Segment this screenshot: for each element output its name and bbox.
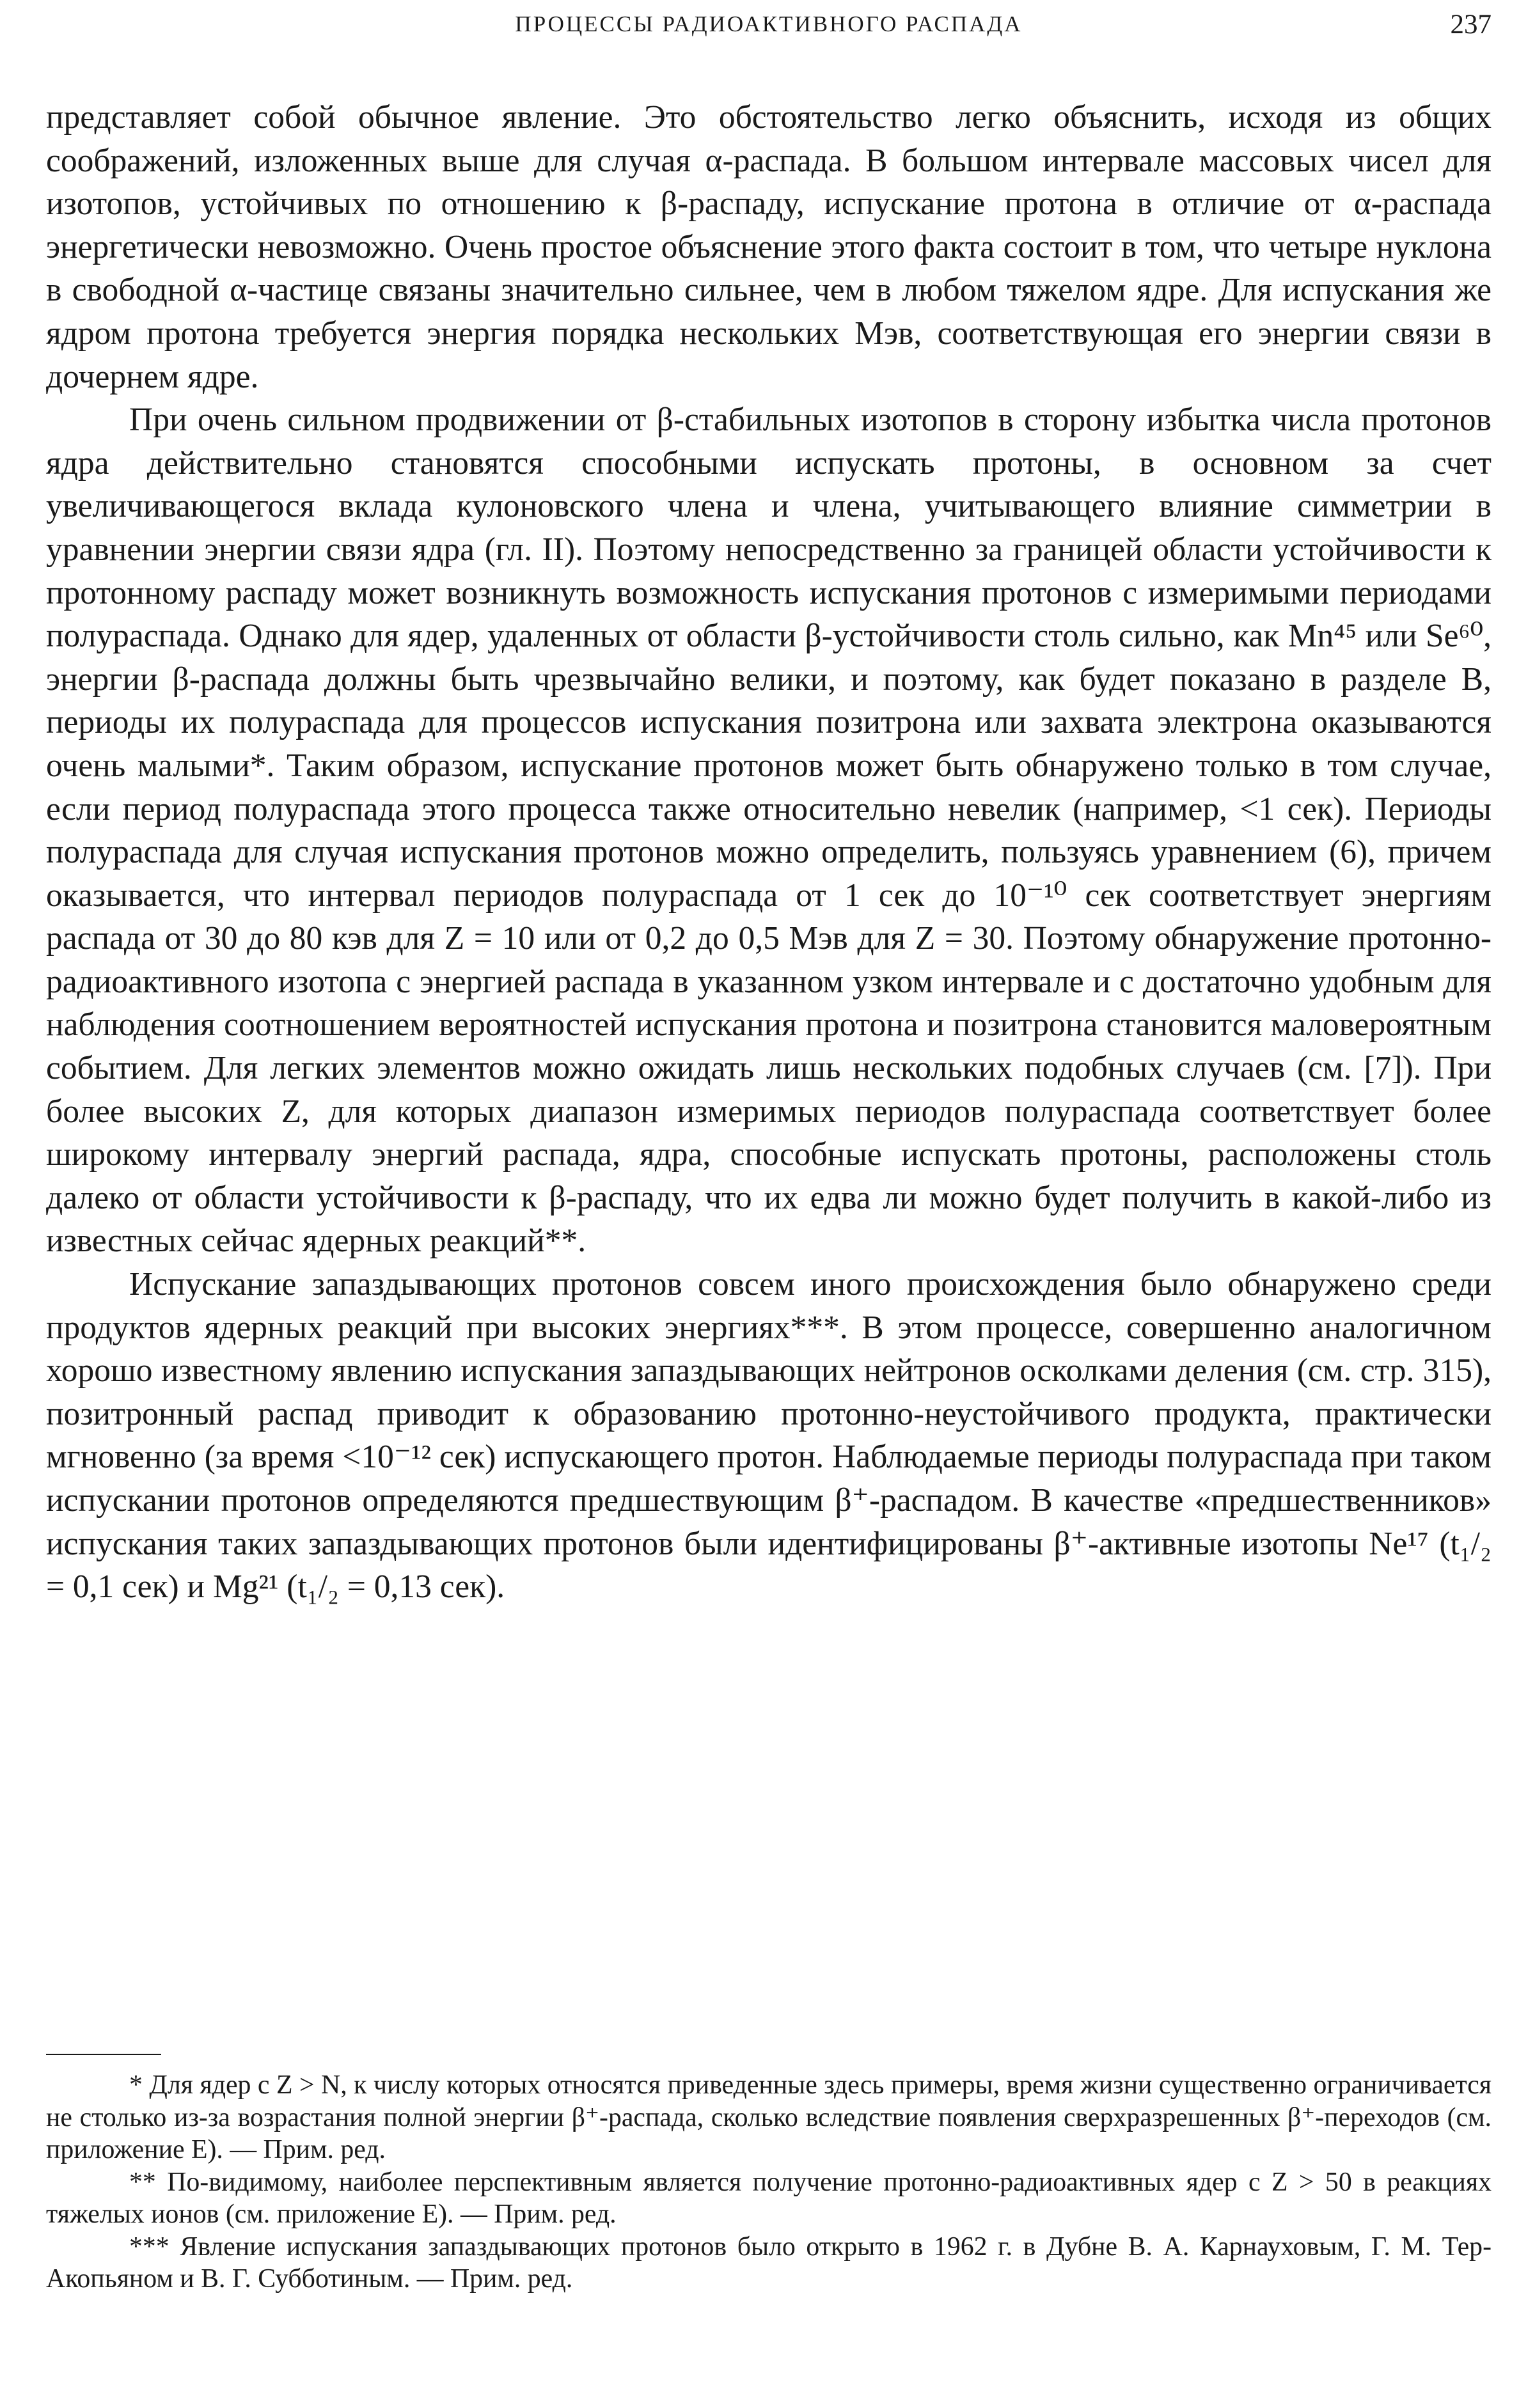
footnote-2: ** По-видимому, наиболее перспективным является получение протонно-радиоактивных ядер с Z > 50 в реакциях тяжелых ионов (см. приложение Е). — Прим. ред. <box>46 2167 1492 2229</box>
running-head <box>46 8 1492 46</box>
footnote-3: *** Явление испускания запаздывающих протонов было открыто в 1962 г. в Дубне В. А. Карнауховым, Г. М. Тер-Акопьяном и В. Г. Субботиным. — Прим. ред. <box>46 2232 1492 2294</box>
body-text <box>46 96 1492 1609</box>
footnote-divider <box>46 2054 161 2055</box>
page-number: 237 <box>1450 10 1492 40</box>
paragraph-delayed-protons: Испускание запаздывающих протонов совсем иного происхождения было обнаружено среди продуктов ядерных реакций при высоких энергиях***. В этом процессе, совершенно аналогичном хорошо известному явлению испускания запаздывающих нейтронов осколками деления (см. стр. 315), позитронный распад приводит к образованию протонно-неустойчивого продукта, практически мгновенно (за время <10⁻¹² сек) испускающего протон. Наблюдаемые периоды полураспада при таком испускании протонов определяются предшествующим β⁺-распадом. В качестве «предшественников» испускания таких запаздывающих протонов были идентифицированы β⁺-активные изотопы Ne¹⁷ (t₁/₂ = 0,1 сек) и Mg²¹ (t₁/₂ = 0,13 сек). <box>46 1266 1492 1606</box>
book-page <box>46 0 1492 2408</box>
footnotes <box>46 2054 1492 2295</box>
running-title: ПРОЦЕССЫ РАДИОАКТИВНОГО РАСПАДА <box>515 12 1023 36</box>
paragraph-proton-emission: При очень сильном продвижении от β-стабильных изотопов в сторону избытка числа протонов ядра действительно становятся способными испускать протоны, в основном за счет увеличивающегося вклада кулоновского члена и члена, учитывающего влияние симметрии в уравнении энергии связи ядра (гл. II). Поэтому непосредственно за границей области устойчивости к протонному распаду может возникнуть возможность испускания протонов с измеримыми периодами полураспада. Однако для ядер, удаленных от области β-устойчивости столь сильно, как Mn⁴⁵ или Se⁶⁰, энергии β-распада должны быть чрезвычайно велики, и поэтому, как будет показано в разделе В, периоды их полураспада для процессов испускания позитрона или захвата электрона оказываются очень малыми*. Таким образом, испускание протонов может быть обнаружено только в том случае, если период полураспада этого процесса также относительно невелик (например, <1 сек). Периоды полураспада для случая испускания протонов можно определить, пользуясь уравнением (6), причем оказывается, что интервал периодов полураспада от 1 сек до 10⁻¹⁰ сек соответствует энергиям распада от 30 до 80 кэв для Z = 10 или от 0,2 до 0,5 Мэв для Z = 30. Поэтому обнаружение протонно-радиоактивного изотопа с энергией распада в указанном узком интервале и с достаточно удобным для наблюдения соотношением вероятностей испускания протона и позитрона становится маловероятным событием. Для легких элементов можно ожидать лишь нескольких подобных случаев (см. [7]). При более высоких Z, для которых диапазон измеримых периодов полураспада соответствует более широкому интервалу энергий распада, ядра, способные испускать протоны, расположены столь далеко от области устойчивости к β-распаду, что их едва ли можно будет получить в какой-либо из известных сейчас ядерных реакций**. <box>46 402 1492 1260</box>
paragraph-continuation: представляет собой обычное явление. Это обстоятельство легко объяснить, исходя из общих соображений, изложенных выше для случая α-распада. В большом интервале массовых чисел для изотопов, устойчивых по отношению к β-распаду, испускание протона в отличие от α-распада энергетически невозможно. Очень простое объяснение этого факта состоит в том, что четыре нуклона в свободной α-частице связаны значительно сильнее, чем в любом тяжелом ядре. Для испускания же ядром протона требуется энергия порядка нескольких Мэв, соответствующая его энергии связи в дочернем ядре. <box>46 99 1492 395</box>
footnote-1: * Для ядер с Z > N, к числу которых относятся приведенные здесь примеры, время жизни существенно ограничивается не столько из-за возрастания полной энергии β⁺-распада, сколько вследствие появления сверхразрешенных β⁺-переходов (см. приложение Е). — Прим. ред. <box>46 2070 1492 2164</box>
